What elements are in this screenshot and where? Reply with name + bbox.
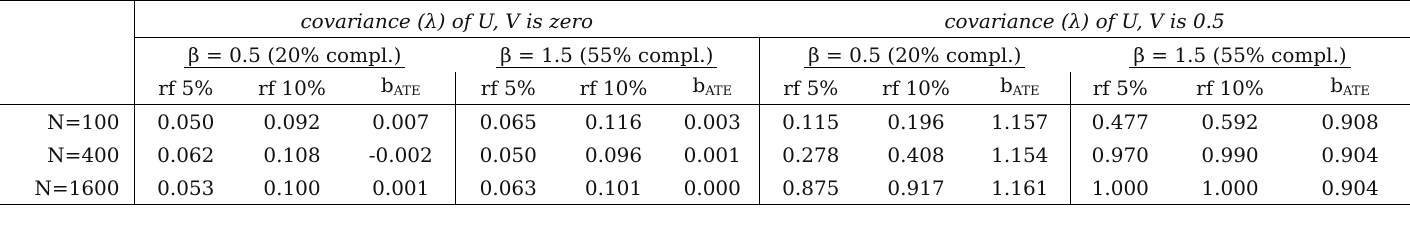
col-header-b-sub: ATE [705, 83, 733, 99]
table-cell: 0.278 [759, 138, 862, 171]
beta-header-4-text: β = 1.5 (55% compl.) [1129, 43, 1350, 68]
group-header-zero [134, 1, 759, 38]
table-cell: 0.096 [584, 142, 643, 167]
col-header-bate [1290, 72, 1410, 105]
col-header-rf10: rf 10% [1196, 76, 1264, 100]
table-row [0, 171, 1410, 205]
corner-cell-2 [0, 38, 134, 73]
table-cell: 0.001 [683, 142, 741, 167]
table-cell: 0.100 [237, 171, 347, 205]
table-row [0, 138, 1410, 171]
col-header-rf5: rf 5% [455, 72, 561, 105]
row-label: N=400 [0, 138, 134, 171]
table-cell: 0.917 [862, 171, 970, 205]
col-header-b: b [380, 72, 394, 97]
table-cell: 0.063 [455, 171, 561, 205]
table-cell: 0.116 [561, 105, 666, 139]
beta-header-3-text: β = 0.5 (20% compl.) [804, 43, 1025, 68]
col-header-bate [347, 72, 455, 105]
table-cell: 0.477 [1070, 105, 1170, 139]
col-header-b-sub: ATE [1012, 83, 1040, 99]
table-cell: 0.003 [666, 105, 759, 139]
table-cell: 1.000 [1070, 171, 1170, 205]
table-cell: 0.408 [887, 142, 945, 167]
beta-header-1 [134, 38, 455, 73]
table-cell: 0.050 [455, 138, 561, 171]
table-cell: 0.904 [1290, 171, 1410, 205]
col-header-rf5: rf 5% [158, 76, 214, 100]
corner-cell-3 [0, 72, 134, 105]
col-header-b-sub: ATE [1343, 83, 1370, 99]
row-label: N=100 [0, 105, 134, 139]
table-cell: 0.904 [1321, 142, 1379, 167]
col-header-rf5: rf 5% [759, 72, 862, 105]
group-header-half [759, 1, 1410, 38]
col-header-b-sub: ATE [393, 83, 421, 99]
table-cell: 0.990 [1201, 142, 1259, 167]
col-header-b: b [999, 72, 1013, 97]
table-cell: 0.101 [561, 171, 666, 205]
table-cell: 0.065 [455, 105, 561, 139]
col-header-b: b [692, 72, 706, 97]
beta-header-3 [759, 38, 1070, 73]
table-cell: 0.592 [1170, 105, 1290, 139]
col-header-bate [666, 72, 759, 105]
table-cell: 1.157 [970, 105, 1070, 139]
col-header-b: b [1330, 72, 1344, 97]
col-header-bate [970, 72, 1070, 105]
col-header-rf10: rf 10% [882, 76, 950, 100]
table-cell: 0.000 [666, 171, 759, 205]
col-header-rf10: rf 10% [579, 76, 648, 100]
table-cell: 0.062 [157, 142, 215, 167]
col-header-rf10: rf 10% [258, 76, 326, 100]
beta-header-2 [455, 38, 759, 73]
table-row [0, 105, 1410, 139]
corner-cell [0, 1, 134, 38]
table-cell: 0.908 [1290, 105, 1410, 139]
table-cell: 0.001 [347, 171, 455, 205]
table-cell: -0.002 [368, 142, 433, 167]
beta-header-4 [1070, 38, 1410, 73]
beta-header-2-text: β = 1.5 (55% compl.) [496, 43, 717, 68]
row-label: N=1600 [0, 171, 134, 205]
beta-header-1-text: β = 0.5 (20% compl.) [184, 43, 405, 68]
table-cell: 0.053 [134, 171, 237, 205]
table-cell: 0.092 [237, 105, 347, 139]
col-header-rf5: rf 5% [1070, 72, 1170, 105]
group-header-half-text: covariance (λ) of U, V is 0.5 [944, 9, 1225, 33]
table-cell: 0.108 [263, 142, 321, 167]
table-cell: 0.970 [1070, 138, 1170, 171]
table-cell: 1.000 [1170, 171, 1290, 205]
table-cell: 1.161 [970, 171, 1070, 205]
table-cell: 0.050 [134, 105, 237, 139]
table-cell: 1.154 [991, 142, 1049, 167]
table-cell: 0.875 [759, 171, 862, 205]
table-cell: 0.196 [862, 105, 970, 139]
group-header-zero-text: covariance (λ) of U, V is zero [300, 9, 594, 33]
table-cell: 0.115 [759, 105, 862, 139]
table-cell: 0.007 [347, 105, 455, 139]
